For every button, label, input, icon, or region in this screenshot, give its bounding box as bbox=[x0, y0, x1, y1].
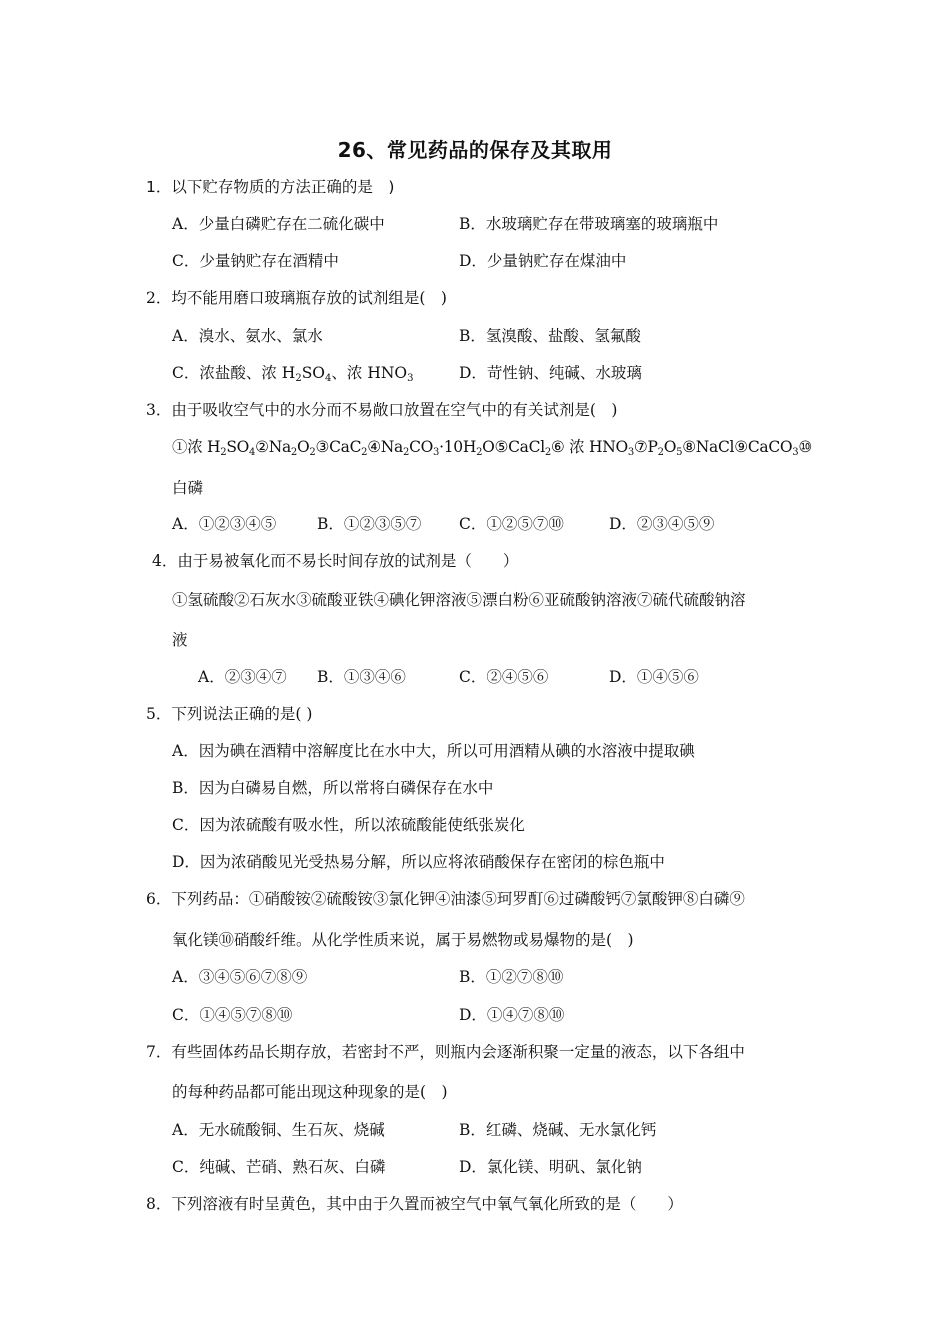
question-4-option-a: A．②③④⑦ bbox=[198, 668, 287, 686]
text-run: C．浓盐酸、浓 H bbox=[172, 364, 296, 382]
question-4-reagent-list: ①氢硫酸②石灰水③硫酸亚铁④碘化钾溶液⑤漂白粉⑥亚硫酸钠溶液⑦硫代硫酸钠溶 bbox=[172, 591, 746, 609]
text-run: ①浓 H bbox=[172, 438, 221, 456]
question-5-stem: 5．下列说法正确的是( ) bbox=[146, 705, 313, 723]
question-3-stem: 3．由于吸收空气中的水分而不易敞口放置在空气中的有关试剂是( ) bbox=[146, 401, 618, 419]
question-1-option-c: C．少量钠贮存在酒精中 bbox=[172, 252, 339, 270]
question-3-reagent-list-cont: 白磷 bbox=[172, 479, 204, 497]
question-3-option-a: A．①②③④⑤ bbox=[172, 515, 277, 533]
question-1-option-b: B．水玻璃贮存在带玻璃塞的玻璃瓶中 bbox=[459, 215, 719, 233]
question-7-option-a: A．无水硫酸铜、生石灰、烧碱 bbox=[172, 1121, 385, 1139]
subscript: 4 bbox=[249, 447, 256, 458]
question-5-option-c: C．因为浓硫酸有吸水性，所以浓硫酸能使纸张炭化 bbox=[172, 816, 525, 834]
question-5-option-b: B．因为白磷易自燃，所以常将白磷保存在水中 bbox=[172, 779, 494, 797]
text-run: 、浓 HNO bbox=[331, 364, 408, 382]
question-4-option-b: B．①③④⑥ bbox=[317, 668, 406, 686]
question-2-option-b: B．氢溴酸、盐酸、氢氟酸 bbox=[459, 327, 641, 345]
subscript: 3 bbox=[433, 447, 440, 458]
question-3-option-d: D．②③④⑤⑨ bbox=[609, 515, 715, 533]
page-title: 26、常见药品的保存及其取用 bbox=[337, 138, 613, 162]
question-7-option-b: B．红磷、烧碱、无水氯化钙 bbox=[459, 1121, 657, 1139]
text-run: SO bbox=[301, 364, 326, 382]
question-3-reagent-list bbox=[172, 436, 812, 458]
subscript: 2 bbox=[476, 447, 483, 458]
subscript: 2 bbox=[309, 447, 316, 458]
question-6-stem-cont: 氧化镁⑩硝酸纤维。从化学性质来说，属于易燃物或易爆物的是( ) bbox=[172, 931, 634, 949]
question-4-option-d: D．①④⑤⑥ bbox=[609, 668, 699, 686]
question-1-option-a: A．少量白磷贮存在二硫化碳中 bbox=[172, 215, 385, 233]
text-run: ⑦P bbox=[633, 438, 658, 456]
question-6-option-a: A．③④⑤⑥⑦⑧⑨ bbox=[172, 968, 308, 986]
text-run: ④Na bbox=[367, 438, 403, 456]
question-1-option-d: D．少量钠贮存在煤油中 bbox=[459, 252, 627, 270]
question-7-option-d: D．氯化镁、明矾、氯化钠 bbox=[459, 1158, 642, 1176]
question-7-option-c: C．纯碱、芒硝、熟石灰、白磷 bbox=[172, 1158, 386, 1176]
question-4-stem: 4．由于易被氧化而不易长时间存放的试剂是（ ） bbox=[152, 552, 519, 570]
text-run: ③CaC bbox=[315, 438, 362, 456]
subscript: 3 bbox=[407, 373, 414, 384]
question-7-stem-cont: 的每种药品都可能出现这种现象的是( ) bbox=[172, 1083, 448, 1101]
subscript: 2 bbox=[290, 447, 297, 458]
question-4-option-c: C．②④⑤⑥ bbox=[459, 668, 549, 686]
question-8-stem: 8．下列溶液有时呈黄色，其中由于久置而被空气中氧气氧化所致的是（ ） bbox=[146, 1195, 683, 1213]
subscript: 2 bbox=[403, 447, 410, 458]
text-run: ·10H bbox=[439, 438, 477, 456]
question-6-option-b: B．①②⑦⑧⑩ bbox=[459, 968, 564, 986]
question-5-option-d: D．因为浓硝酸见光受热易分解，所以应将浓硝酸保存在密闭的棕色瓶中 bbox=[172, 853, 665, 871]
question-6-option-c: C．①④⑤⑦⑧⑩ bbox=[172, 1006, 293, 1024]
question-6-stem: 6．下列药品：①硝酸铵②硫酸铵③氯化钾④油漆⑤珂罗酊⑥过磷酸钙⑦氯酸钾⑧白磷⑨ bbox=[146, 890, 745, 908]
question-2-stem: 2．均不能用磨口玻璃瓶存放的试剂组是( ) bbox=[146, 289, 447, 307]
question-2-option-a: A．溴水、氨水、氯水 bbox=[172, 327, 323, 345]
question-1-stem: 1．以下贮存物质的方法正确的是 ) bbox=[146, 178, 395, 196]
subscript: 4 bbox=[325, 373, 332, 384]
question-6-option-d: D．①④⑦⑧⑩ bbox=[459, 1006, 565, 1024]
subscript: 3 bbox=[627, 447, 634, 458]
subscript: 2 bbox=[361, 447, 368, 458]
subscript: 2 bbox=[657, 447, 664, 458]
question-2-option-c bbox=[172, 362, 413, 384]
subscript: 2 bbox=[295, 373, 302, 384]
question-3-option-c: C．①②⑤⑦⑩ bbox=[459, 515, 564, 533]
question-5-option-a: A．因为碘在酒精中溶解度比在水中大，所以可用酒精从碘的水溶液中提取碘 bbox=[172, 742, 695, 760]
question-4-reagent-list-cont: 液 bbox=[172, 631, 188, 649]
text-run: ②Na bbox=[255, 438, 291, 456]
text-run: ⑩ bbox=[798, 438, 812, 456]
text-run: CO bbox=[409, 438, 434, 456]
subscript: 3 bbox=[792, 447, 799, 458]
text-run: O bbox=[296, 438, 310, 456]
text-run: O⑤CaCl bbox=[482, 438, 545, 456]
question-3-option-b: B．①②③⑤⑦ bbox=[317, 515, 422, 533]
text-run: ⑥ 浓 HNO bbox=[550, 438, 628, 456]
subscript: 2 bbox=[220, 447, 227, 458]
question-7-stem: 7．有些固体药品长期存放，若密封不严，则瓶内会逐渐积聚一定量的液态，以下各组中 bbox=[146, 1043, 745, 1061]
subscript: 5 bbox=[676, 447, 683, 458]
text-run: SO bbox=[226, 438, 250, 456]
text-run: ⑧NaCl⑨CaCO bbox=[682, 438, 793, 456]
subscript: 2 bbox=[544, 447, 551, 458]
question-2-option-d: D．苛性钠、纯碱、水玻璃 bbox=[459, 364, 642, 382]
text-run: O bbox=[663, 438, 677, 456]
